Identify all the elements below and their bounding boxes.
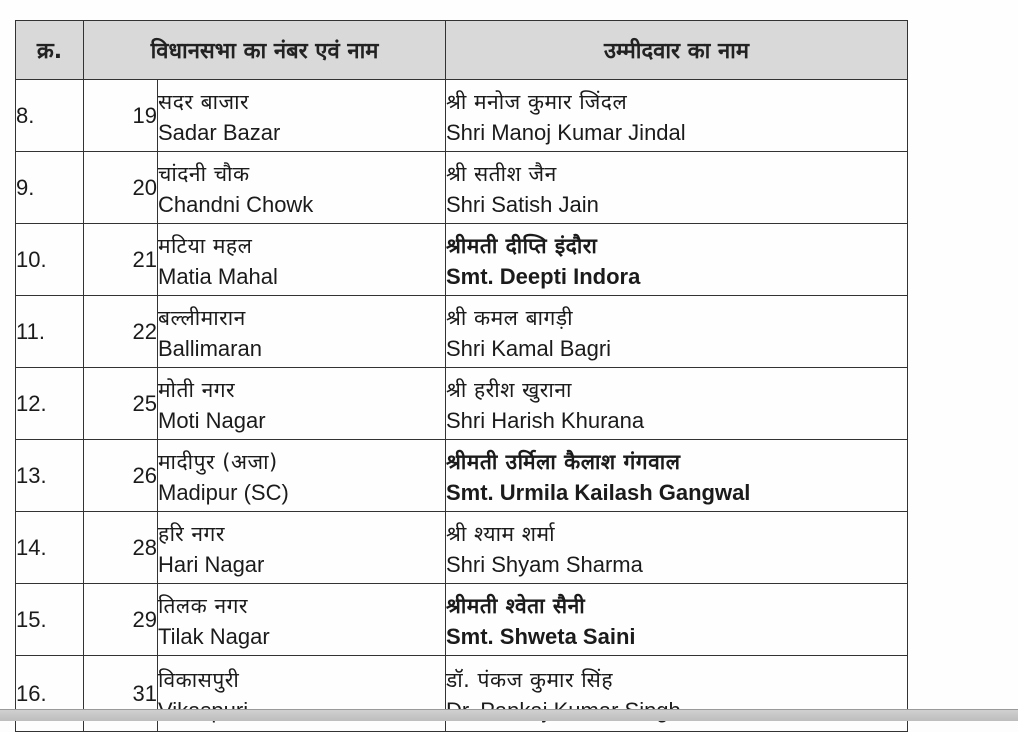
header-serial: क्र. xyxy=(16,21,84,80)
constituency-name-english: Chandni Chowk xyxy=(158,191,314,217)
constituency-name-hindi: मादीपुर (अजा) xyxy=(158,449,278,474)
candidate-cell xyxy=(446,512,908,584)
constituency-name-hindi: चांदनी चौक xyxy=(158,161,250,186)
candidate-name-hindi: श्री हरीश खुराना xyxy=(446,377,572,402)
candidate-cell xyxy=(446,224,908,296)
constituency-name-hindi: विकासपुरी xyxy=(158,667,240,692)
constituency-name-cell xyxy=(158,80,446,152)
constituency-name-cell xyxy=(158,440,446,512)
viewer-bottom-edge xyxy=(0,709,1018,721)
candidate-name-english: Smt. Urmila Kailash Gangwal xyxy=(446,479,751,505)
candidate-name-hindi: श्रीमती दीप्ति इंदौरा xyxy=(446,233,598,258)
table-row xyxy=(16,512,908,584)
candidate-name-english: Smt. Deepti Indora xyxy=(446,263,641,289)
constituency-number-cell: 26 xyxy=(84,440,158,512)
serial-cell: 14. xyxy=(16,512,84,584)
header-candidate: उम्मीदवार का नाम xyxy=(446,21,908,80)
table-row xyxy=(16,368,908,440)
candidate-name-hindi: श्रीमती उर्मिला कैलाश गंगवाल xyxy=(446,449,681,474)
constituency-number-cell: 29 xyxy=(84,584,158,656)
constituency-name-hindi: सदर बाजार xyxy=(158,89,250,114)
header-constituency: विधानसभा का नंबर एवं नाम xyxy=(84,21,446,80)
table-row xyxy=(16,440,908,512)
constituency-name-hindi: मटिया महल xyxy=(158,233,253,258)
constituency-number-cell: 28 xyxy=(84,512,158,584)
constituency-number-cell: 25 xyxy=(84,368,158,440)
constituency-name-english: Tilak Nagar xyxy=(158,623,270,649)
constituency-name-english: Hari Nagar xyxy=(158,551,265,577)
table-row xyxy=(16,296,908,368)
constituency-name-cell xyxy=(158,368,446,440)
candidate-cell xyxy=(446,368,908,440)
candidate-cell xyxy=(446,296,908,368)
candidate-name-english: Shri Satish Jain xyxy=(446,191,599,217)
constituency-name-english: Madipur (SC) xyxy=(158,479,289,505)
serial-cell: 13. xyxy=(16,440,84,512)
candidate-name-english: Shri Harish Khurana xyxy=(446,407,645,433)
constituency-number-cell: 19 xyxy=(84,80,158,152)
constituency-number-cell: 31 xyxy=(84,656,158,732)
candidate-name-hindi: श्री सतीश जैन xyxy=(446,161,557,186)
constituency-name-cell xyxy=(158,152,446,224)
constituency-name-english: Ballimaran xyxy=(158,335,262,361)
candidate-name-english: Shri Shyam Sharma xyxy=(446,551,643,577)
table-row xyxy=(16,584,908,656)
candidate-name-hindi: डॉ. पंकज कुमार सिंह xyxy=(446,667,614,692)
candidate-cell xyxy=(446,152,908,224)
constituency-name-english: Moti Nagar xyxy=(158,407,266,433)
constituency-name-cell xyxy=(158,224,446,296)
candidate-name-english: Shri Kamal Bagri xyxy=(446,335,612,361)
candidate-name-hindi: श्री श्याम शर्मा xyxy=(446,521,556,546)
candidate-cell xyxy=(446,440,908,512)
table-row xyxy=(16,224,908,296)
constituency-name-english: Matia Mahal xyxy=(158,263,278,289)
candidate-name-english: Shri Manoj Kumar Jindal xyxy=(446,119,686,145)
constituency-name-cell xyxy=(158,512,446,584)
candidate-name-hindi: श्री मनोज कुमार जिंदल xyxy=(446,89,628,114)
constituency-number-cell: 20 xyxy=(84,152,158,224)
constituency-name-hindi: बल्लीमारान xyxy=(158,305,246,330)
serial-cell: 8. xyxy=(16,80,84,152)
constituency-name-hindi: हरि नगर xyxy=(158,521,225,546)
serial-cell: 11. xyxy=(16,296,84,368)
constituency-name-cell xyxy=(158,296,446,368)
constituency-number-cell: 22 xyxy=(84,296,158,368)
constituency-name-hindi: तिलक नगर xyxy=(158,593,249,618)
constituency-name-english: Sadar Bazar xyxy=(158,119,281,145)
candidate-cell xyxy=(446,584,908,656)
table-row xyxy=(16,152,908,224)
serial-cell: 16. xyxy=(16,656,84,732)
serial-cell: 12. xyxy=(16,368,84,440)
candidate-table xyxy=(15,20,908,732)
serial-cell: 9. xyxy=(16,152,84,224)
candidate-cell xyxy=(446,80,908,152)
candidate-name-english: Smt. Shweta Saini xyxy=(446,623,636,649)
candidate-name-hindi: श्री कमल बागड़ी xyxy=(446,305,574,330)
serial-cell: 15. xyxy=(16,584,84,656)
constituency-name-cell xyxy=(158,584,446,656)
table-header-row xyxy=(16,21,908,80)
constituency-number-cell: 21 xyxy=(84,224,158,296)
serial-cell: 10. xyxy=(16,224,84,296)
constituency-name-hindi: मोती नगर xyxy=(158,377,236,402)
candidate-name-hindi: श्रीमती श्वेता सैनी xyxy=(446,593,586,618)
table-row xyxy=(16,80,908,152)
